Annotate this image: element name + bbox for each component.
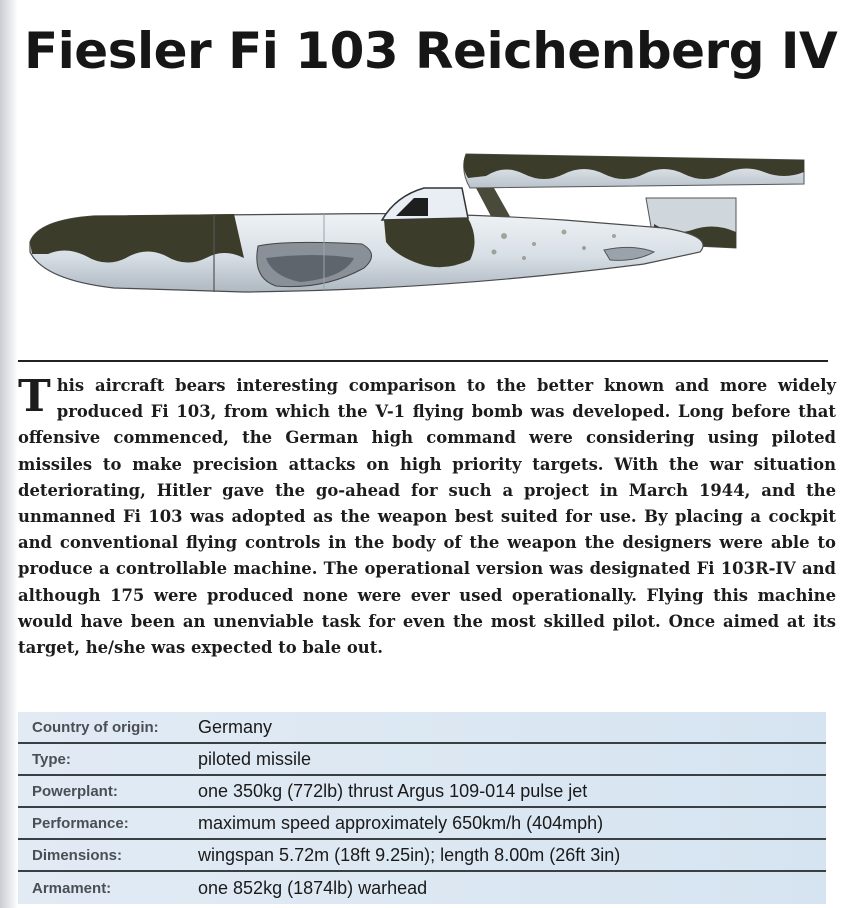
spec-label: Type: [32,750,71,768]
spec-row-performance [18,808,826,840]
spec-value: one 350kg (772lb) thrust Argus 109-014 pulse jet [198,780,588,801]
body-text: his aircraft bears interesting comparison to the better known and more widely produced Fi 103, from which the V-1 flying bomb was developed. Long before that offensive commenced, the German high command were considering using piloted missiles to make precision attacks on high priority targets. With the war situation deteriorating, Hitler gave the go-ahead for such a project in March 1944, and the unmanned Fi 103 was adopted as the weapon best suited for use. By placing a cockpit and conventional flying controls in the body of the weapon the designers were able to produce a controllable machine. The operational version was designated Fi 103R-IV and although 175 were produced none were ever used operationally. Flying this machine would have been an unenviable task for even the most skilled pilot. Once aimed at its target, he/she was expected to bale out. [18,376,836,658]
spec-label: Performance: [32,814,129,832]
spec-value: Germany [198,716,273,737]
spec-label: Armament: [32,879,112,897]
spec-row-country [18,712,826,744]
drop-cap: T [18,371,51,422]
spec-value: piloted missile [198,748,312,769]
body-paragraph [18,373,836,661]
section-divider [18,360,828,362]
spec-row-type [18,744,826,776]
spec-row-powerplant [18,776,826,808]
spec-value: maximum speed approximately 650km/h (404mph) [198,812,604,833]
spec-row-dimensions [18,840,826,872]
specifications-table [18,712,826,904]
spec-label: Dimensions: [32,846,123,864]
page-gutter-shadow [0,0,18,908]
aircraft-illustration [24,140,814,310]
spec-value: wingspan 5.72m (18ft 9.25in); length 8.00m (26ft 3in) [198,844,621,865]
page-title: Fiesler Fi 103 Reichenberg IV [24,22,838,80]
spec-label: Country of origin: [32,718,159,736]
spec-value: one 852kg (1874lb) warhead [198,877,428,898]
spec-row-armament [18,872,826,904]
spec-label: Powerplant: [32,782,118,800]
